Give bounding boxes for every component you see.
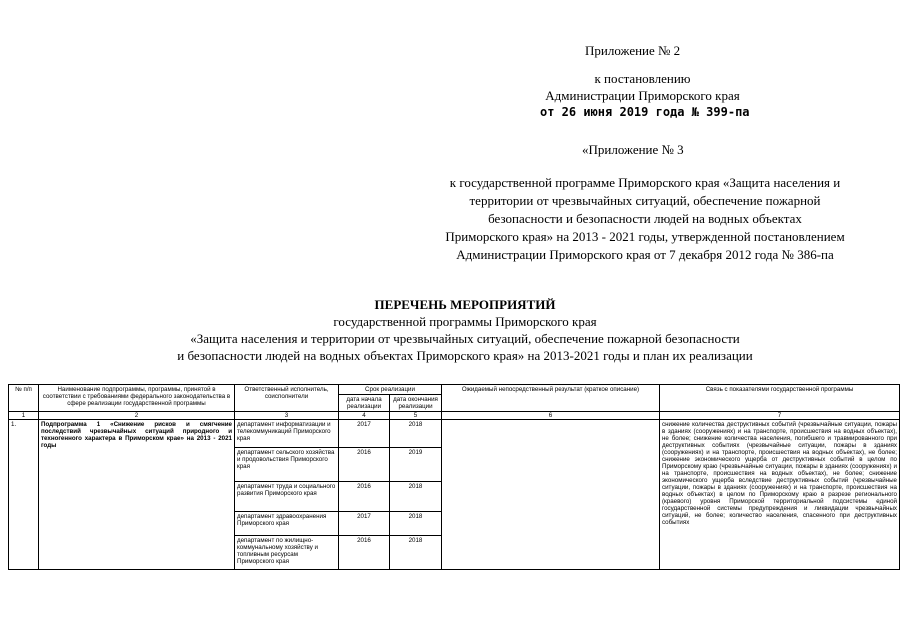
executor-start-year: 2016 — [339, 536, 390, 570]
column-number: 1 — [9, 412, 39, 420]
column-number: 3 — [235, 412, 339, 420]
program-reference — [395, 175, 895, 263]
indicators-link: снижение количества деструктивных событий (чрезвычайные ситуации, пожары в зданиях (сооружениях) и на транспорте, происшествия на водных объектах), не более; снижение количества населения, погибшего и травмированного при деструктивных событиях (чрезвычайные ситуации, пожары в зданиях (сооружениях) и на транспорте, происшествия на водных объектах), не более; снижение экономического ущерба от деструктивных событий в целом по Приморскому краю (чрезвычайные ситуации, пожары в зданиях (сооружениях) и на транспорте, происшествия на водных объектах), не более; снижение экономического ущерба вследствие деструктивных событий (чрезвычайные ситуации, пожары в зданиях (сооружениях) и на транспорте, происшествия на водных объектах) в целом по Приморскому краю в разрезе регионального (краевого) уровня Приморской территориальной подсистемы единой государственной системы предупреждения и ликвидации чрезвычайных ситуаций, не более; количество населения, спасенного при деструктивных событиях — [660, 420, 900, 570]
header-name: Наименование подпрограммы, программы, принятой в соответствии с требованиями федерального законодательства в сфере реализации государственной программы — [39, 385, 235, 412]
executor-start-year: 2017 — [339, 512, 390, 536]
column-number: 4 — [339, 412, 390, 420]
document-heading — [60, 296, 870, 364]
measures-table — [8, 384, 899, 570]
document-subtitle: «Защита населения и территории от чрезвычайных ситуаций, обеспечение пожарной безопасности — [190, 331, 740, 346]
row-num: 1. — [9, 420, 39, 570]
expected-result — [442, 420, 660, 570]
executor-end-year: 2018 — [390, 482, 442, 512]
executor-name: департамент труда и социального развития Приморского края — [235, 482, 339, 512]
header-num: № п/п — [9, 385, 39, 412]
header-link: Связь с показателями государственной программы — [660, 385, 900, 412]
subprogram-name: Подпрограмма 1 «Снижение рисков и смягчение последствий чрезвычайных ситуаций природного и техногенного характера в Приморском крае» на 2013 - 2021 годы — [39, 420, 235, 570]
executor-name: департамент информатизации и телекоммуникаций Приморского края — [235, 420, 339, 448]
executor-start-year: 2016 — [339, 448, 390, 482]
appendix-3-title: «Приложение № 3 — [582, 142, 684, 157]
document-title: ПЕРЕЧЕНЬ МЕРОПРИЯТИЙ — [374, 297, 556, 312]
executor-end-year: 2018 — [390, 512, 442, 536]
column-number: 2 — [39, 412, 235, 420]
header-result: Ожидаемый непосредственный результат (краткое описание) — [442, 385, 660, 412]
header-start: дата начала реализации — [339, 395, 390, 412]
program-reference-line: к государственной программе Приморского края «Защита населения и — [449, 175, 841, 190]
program-reference-line: безопасности и безопасности людей на водных объектах — [488, 211, 802, 226]
executor-end-year: 2019 — [390, 448, 442, 482]
executor-name: департамент по жилищно-коммунальному хозяйству и топливным ресурсам Приморского края — [235, 536, 339, 570]
document-subtitle: и безопасности людей на водных объектах Приморского края» на 2013-2021 годы и план их реализации — [177, 348, 753, 363]
executor-start-year: 2016 — [339, 482, 390, 512]
appendix-to-resolution: к постановлению — [594, 71, 691, 86]
executor-name: департамент сельского хозяйства и продовольствия Приморского края — [235, 448, 339, 482]
executor-end-year: 2018 — [390, 420, 442, 448]
resolution-date-stamp: от 26 июня 2019 года № 399-па — [540, 105, 750, 119]
column-number: 7 — [660, 412, 900, 420]
header-term: Срок реализации — [339, 385, 442, 395]
header-executor: Ответственный исполнитель, соисполнители — [235, 385, 339, 412]
document-subtitle: государственной программы Приморского края — [333, 314, 597, 329]
program-reference-line: территории от чрезвычайных ситуаций, обеспечение пожарной — [469, 193, 821, 208]
program-reference-line: Приморского края» на 2013 - 2021 годы, утвержденной постановлением — [445, 229, 845, 244]
executor-end-year: 2018 — [390, 536, 442, 570]
column-number: 5 — [390, 412, 442, 420]
executor-start-year: 2017 — [339, 420, 390, 448]
executor-name: департамент здравоохранения Приморского края — [235, 512, 339, 536]
header-end: дата окончания реализации — [390, 395, 442, 412]
appendix-title: Приложение № 2 — [585, 43, 681, 58]
program-reference-line: Администрации Приморского края от 7 декабря 2012 года № 386-па — [456, 247, 834, 262]
appendix-administration: Администрации Приморского края — [545, 88, 740, 103]
column-number: 6 — [442, 412, 660, 420]
